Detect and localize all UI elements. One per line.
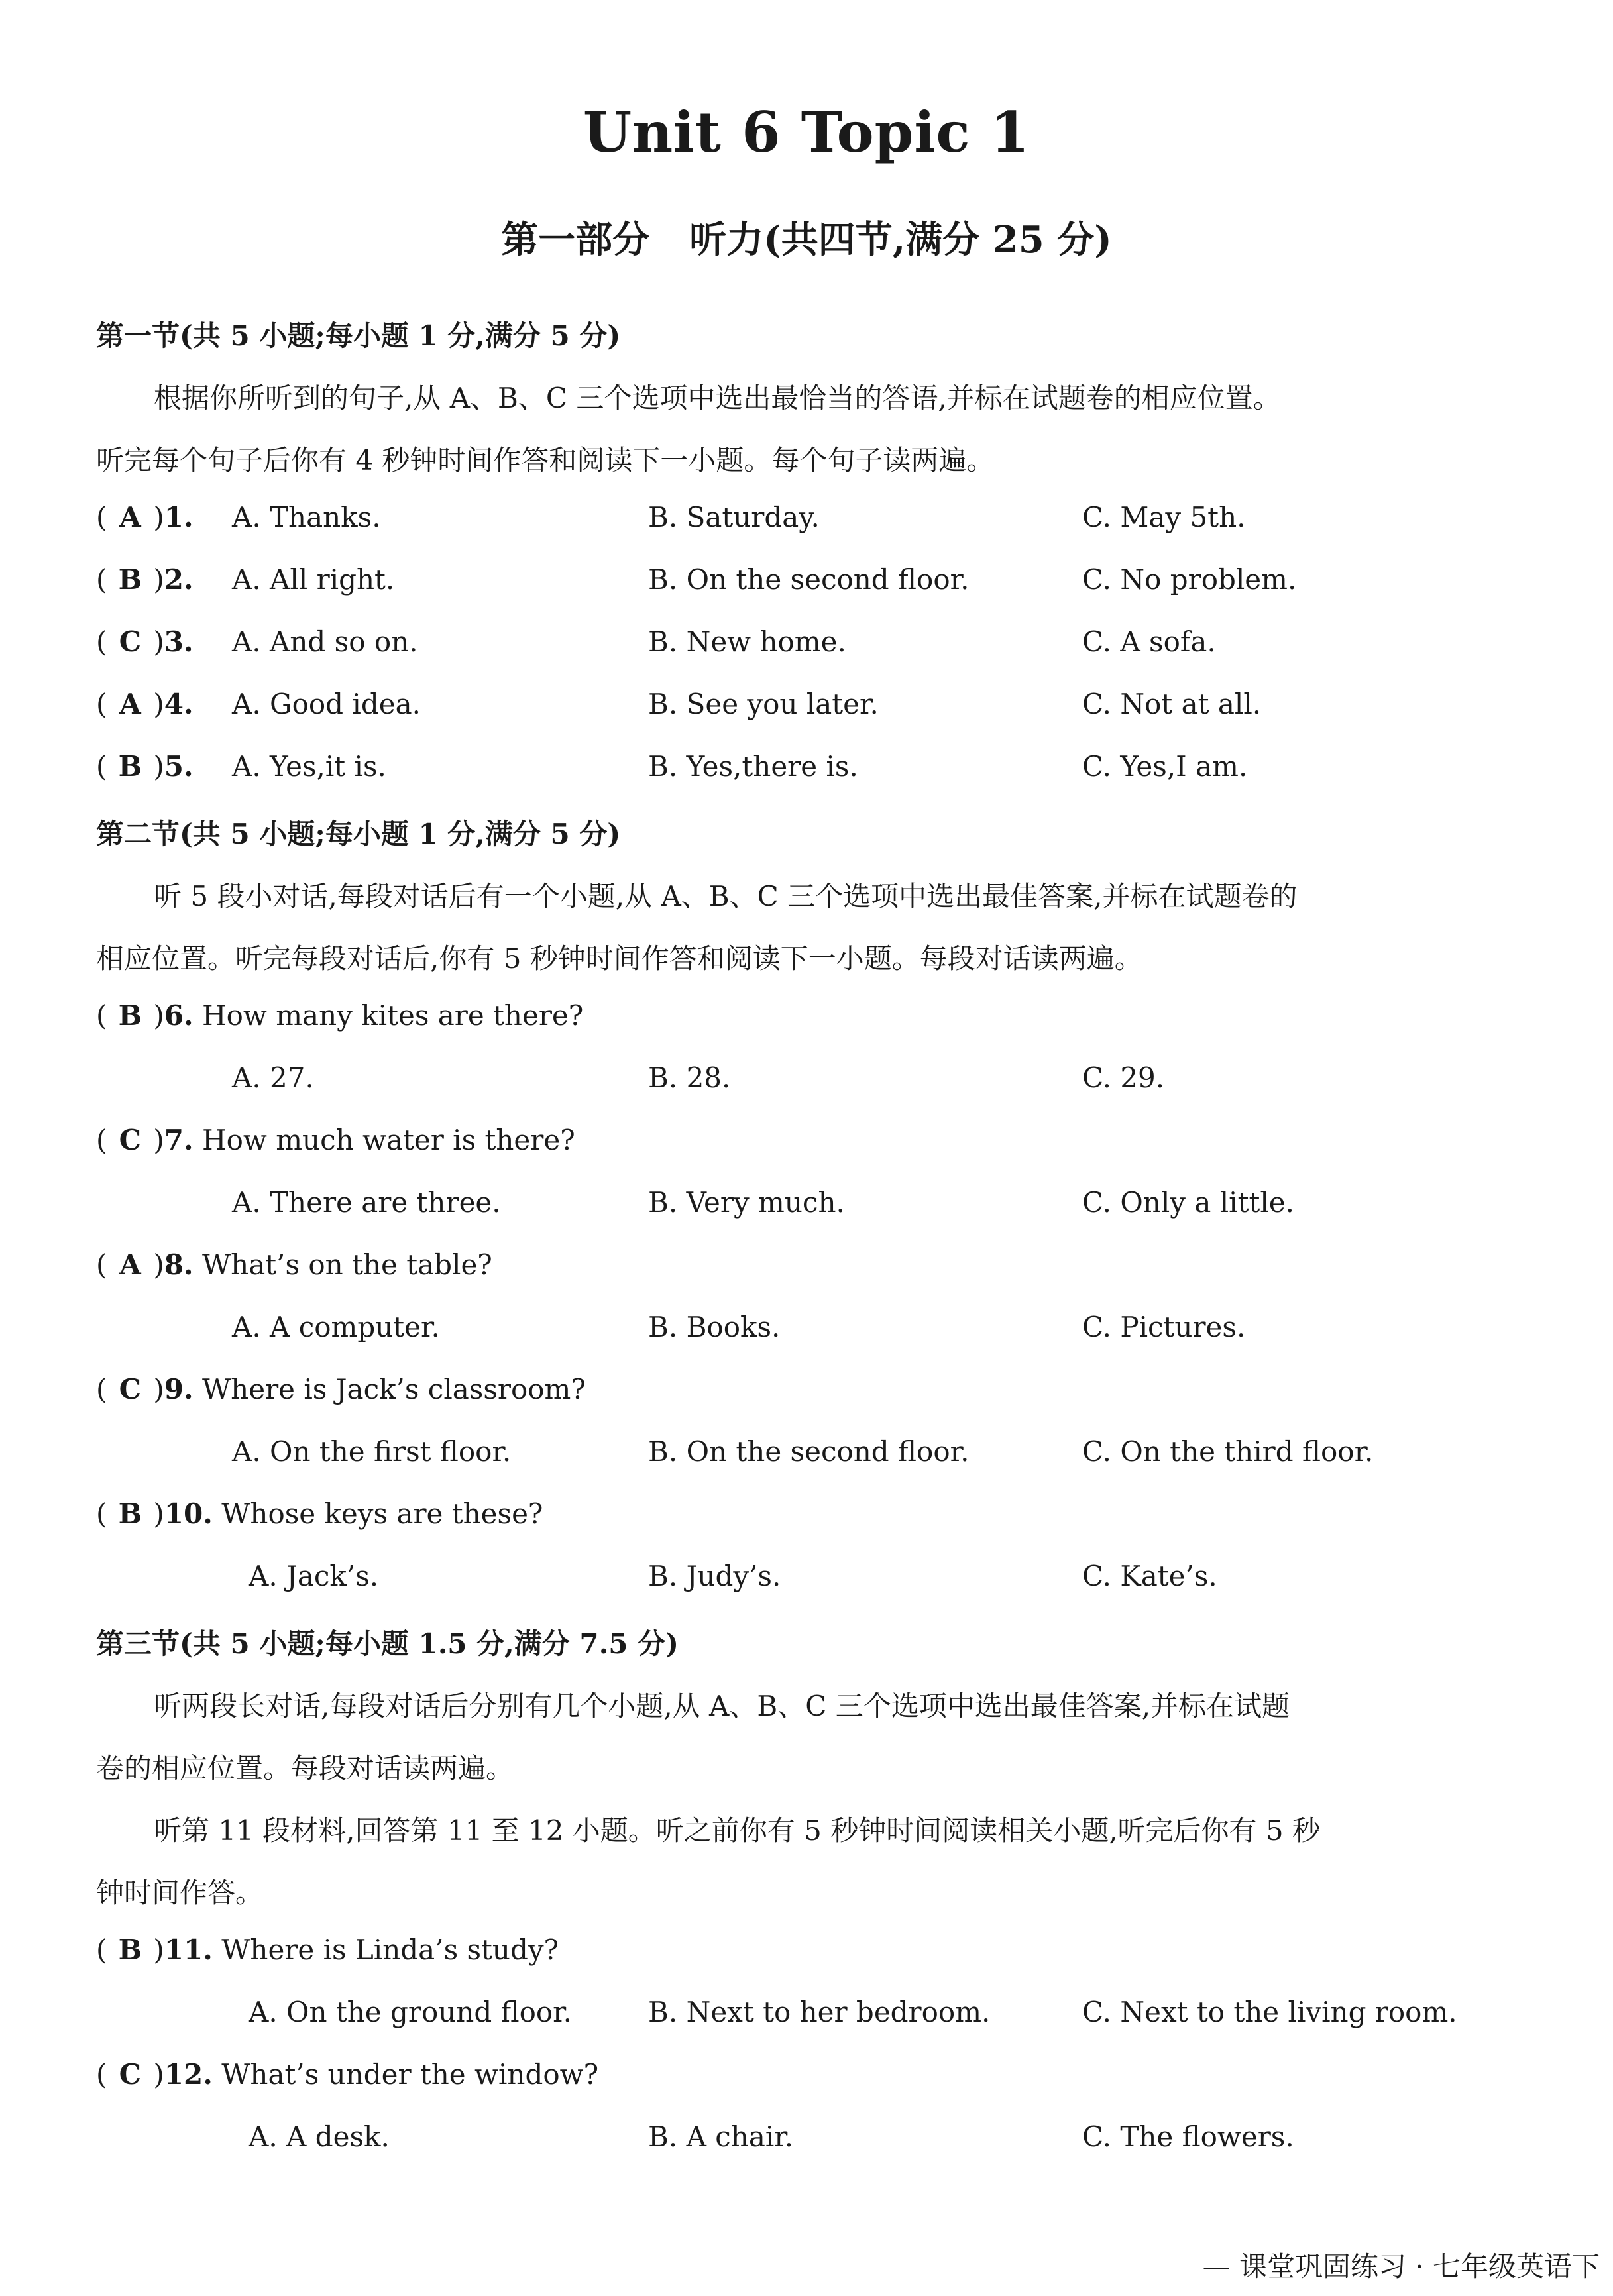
question-number: 1. [164,501,194,533]
section-3-instruction-1: 听两段长对话,每段对话后分别有几个小题,从 A、B、C 三个选项中选出最佳答案,并标在试题 [154,1690,1290,1722]
section-2-instruction-2: 相应位置。听完每段对话后,你有 5 秒钟时间作答和阅读下一小题。每段对话读两遍。 [96,942,1142,975]
question-3: ( C )3. [96,626,194,658]
question-10: ( B )10. Whose keys are these? [96,1498,543,1530]
question-stem: How many kites are there? [202,999,584,1032]
question-number: 4. [164,688,194,720]
option-b: B. Judy’s. [648,1560,781,1592]
option-c: C. No problem. [1082,563,1297,596]
answer-letter: B [118,563,142,596]
option-c: C. On the third floor. [1082,1435,1374,1468]
option-b: B. Yes,there is. [648,750,858,783]
option-a: A. A desk. [249,2120,390,2153]
option-a: A. And so on. [232,626,418,658]
section-3-header: 第三节(共 5 小题;每小题 1.5 分,满分 7.5 分) [96,1627,679,1660]
answer-letter: A [119,688,141,720]
question-number: 5. [164,750,194,783]
option-b: B. On the second floor. [648,1435,970,1468]
option-c: C. Pictures. [1082,1311,1246,1343]
question-stem: Where is Linda’s study? [221,1934,559,1966]
answer-letter: A [119,501,141,533]
option-b: B. Books. [648,1311,781,1343]
question-9: ( C )9. Where is Jack’s classroom? [96,1373,586,1405]
answer-letter: C [119,2058,142,2091]
answer-letter: B [118,1498,142,1530]
answer-letter: B [118,1934,142,1966]
question-5: ( B )5. [96,750,194,783]
part-title [0,211,1613,264]
question-number: 11. [164,1934,213,1966]
option-c: C. Not at all. [1082,688,1262,720]
answer-letter: B [118,999,142,1032]
section-3-instruction-4: 钟时间作答。 [96,1877,264,1909]
question-stem: Whose keys are these? [221,1498,543,1530]
question-7: ( C )7. How much water is there? [96,1124,575,1156]
section-3-instruction-2: 卷的相应位置。每段对话读两遍。 [96,1752,514,1784]
answer-letter: C [119,1373,142,1405]
question-number: 3. [164,626,194,658]
question-8: ( A )8. What’s on the table? [96,1248,492,1281]
option-c: C. The flowers. [1082,2120,1294,2153]
page-title: Unit 6 Topic 1 [583,99,1030,165]
option-b: B. See you later. [648,688,879,720]
question-4: ( A )4. [96,688,194,720]
option-b: B. A chair. [648,2120,794,2153]
option-c: C. Yes,I am. [1082,750,1248,783]
option-b: B. New home. [648,626,846,658]
answer-letter: C [119,1124,142,1156]
option-a: A. On the first floor. [232,1435,512,1468]
option-a: A. On the ground floor. [249,1996,572,2028]
option-a: A. Yes,it is. [232,750,386,783]
option-a: A. Good idea. [232,688,421,720]
option-c: C. Only a little. [1082,1186,1294,1219]
question-number: 6. [164,999,194,1032]
question-12: ( C )12. What’s under the window? [96,2058,599,2091]
part-label: 第一部分 [501,218,650,262]
question-number: 8. [164,1248,194,1281]
question-2: ( B )2. [96,563,194,596]
question-number: 7. [164,1124,194,1156]
section-1-instruction-1: 根据你所听到的句子,从 A、B、C 三个选项中选出最恰当的答语,并标在试题卷的相应位置。 [154,382,1281,414]
option-c: C. May 5th. [1082,501,1246,533]
option-a: A. A computer. [232,1311,440,1343]
option-a: A. 27. [232,1062,314,1094]
question-stem: How much water is there? [202,1124,575,1156]
question-1: ( A )1. [96,501,194,533]
option-c: C. 29. [1082,1062,1165,1094]
option-a: A. There are three. [232,1186,501,1219]
section-1-instruction-2: 听完每个句子后你有 4 秒钟时间作答和阅读下一小题。每个句子读两遍。 [96,444,995,476]
question-number: 9. [164,1373,194,1405]
option-b: B. Very much. [648,1186,845,1219]
option-a: A. Jack’s. [249,1560,379,1592]
answer-letter: C [119,626,142,658]
part-name: 听力(共四节,满分 25 分) [689,218,1112,262]
section-1-header: 第一节(共 5 小题;每小题 1 分,满分 5 分) [96,319,621,352]
option-b: B. On the second floor. [648,563,970,596]
option-c: C. Next to the living room. [1082,1996,1457,2028]
question-number: 10. [164,1498,213,1530]
option-c: C. A sofa. [1082,626,1216,658]
option-a: A. All right. [232,563,395,596]
question-stem: Where is Jack’s classroom? [202,1373,586,1405]
question-stem: What’s on the table? [202,1248,492,1281]
answer-letter: A [119,1248,141,1281]
section-3-instruction-3: 听第 11 段材料,回答第 11 至 12 小题。听之前你有 5 秒钟时间阅读相关小题,听完后你有 5 秒 [154,1814,1320,1847]
option-c: C. Kate’s. [1082,1560,1217,1592]
option-a: A. Thanks. [232,501,381,533]
option-b: B. Saturday. [648,501,820,533]
option-b: B. 28. [648,1062,731,1094]
section-2-header: 第二节(共 5 小题;每小题 1 分,满分 5 分) [96,818,621,850]
question-stem: What’s under the window? [221,2058,599,2091]
page-footer: — 课堂巩固练习 · 七年级英语下 [1202,2250,1600,2283]
answer-letter: B [118,750,142,783]
question-11: ( B )11. Where is Linda’s study? [96,1934,559,1966]
option-b: B. Next to her bedroom. [648,1996,991,2028]
question-6: ( B )6. How many kites are there? [96,999,584,1032]
question-number: 2. [164,563,194,596]
section-2-instruction-1: 听 5 段小对话,每段对话后有一个小题,从 A、B、C 三个选项中选出最佳答案,并标在试题卷的 [154,880,1298,912]
question-number: 12. [164,2058,213,2091]
